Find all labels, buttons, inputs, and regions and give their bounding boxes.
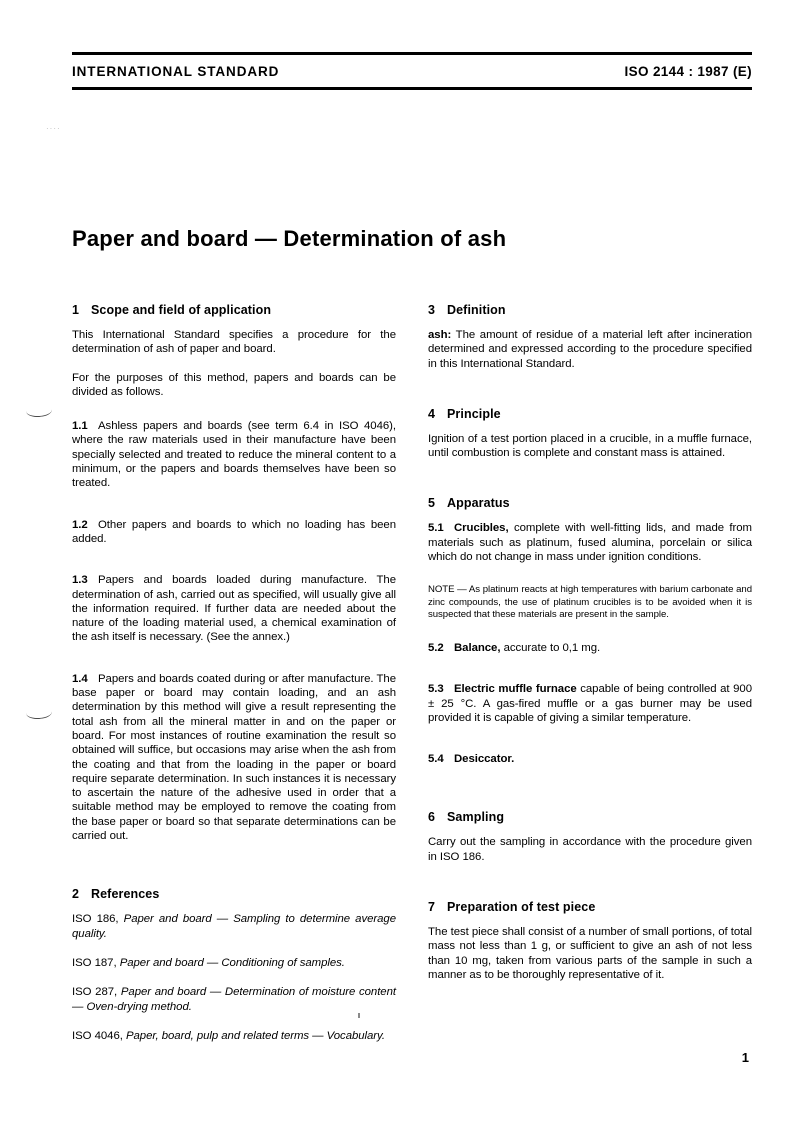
clause-number-1-4: 1.4 bbox=[72, 672, 88, 685]
clause-number-5-2: 5.2 bbox=[428, 641, 444, 654]
reference-id: ISO 287, bbox=[72, 986, 118, 999]
clause-text-5-3: capable of being controlled at 900 ± 25 °C. A gas-fired muffle or a gas burner may be used provided it is capable of giving a similar temperature. bbox=[428, 683, 752, 724]
section7-paragraph-1: The test piece shall consist of a number of small portions, of total mass not less than 1 g, or sufficient to give an ash of not less than 10 mg, taken from various parts of the sample in such a manner as to be thoroughly representative of it. bbox=[428, 926, 752, 981]
section6-paragraph-1: Carry out the sampling in accordance with the procedure given in ISO 186. bbox=[428, 836, 752, 863]
clause-text-5-1: complete with well-fitting lids, and made from materials such as platinum, fused alumina, porcelain or silica which do not change in mass under ignition conditions. bbox=[428, 522, 752, 564]
clause-text-5-2: accurate to 0,1 mg. bbox=[500, 641, 601, 654]
clause-1-4 bbox=[72, 672, 396, 844]
header-row bbox=[72, 55, 752, 87]
spacer bbox=[72, 659, 396, 672]
clause-lead-5-4: Desiccator. bbox=[454, 753, 515, 766]
section1-paragraph-1: This International Standard specifies a procedure for the determination of ash of paper and board. bbox=[72, 329, 396, 356]
clause-number-5-1: 5.1 bbox=[428, 522, 444, 535]
reference-id: ISO 186, bbox=[72, 913, 119, 926]
section-number-2: 2 bbox=[72, 887, 80, 902]
reference-item bbox=[72, 912, 396, 941]
section-heading-3 bbox=[428, 303, 752, 317]
clause-text-1-4: Papers and boards coated during or after manufacture. The base paper or board may contain loading, and an ash determination by this method will give a result representing the total ash from all the mineral matter in and on the paper or board. For most instances of routine examination the result so obtained will suffice, but occasions may arise when the ash from the coating and that from the loading in the paper or board require separate determination. In such instances it is necessary to ascertain the nature of the adhesive used in order that a suitable method may be employed to remove the coating from the base paper or board so that separate determinations can be carried out. bbox=[72, 672, 396, 843]
section-title-3: Definition bbox=[447, 303, 506, 317]
header-standard-type: INTERNATIONAL STANDARD bbox=[72, 64, 280, 79]
reference-item bbox=[72, 956, 396, 970]
section1-paragraph-2: For the purposes of this method, papers and boards can be divided as follows. bbox=[72, 371, 396, 398]
section-title-4: Principle bbox=[447, 406, 501, 421]
clause-lead-5-3: Electric muffle furnace bbox=[454, 683, 577, 696]
section-number-1: 1 bbox=[72, 303, 80, 317]
section-heading-2 bbox=[72, 887, 396, 901]
spacer bbox=[428, 780, 752, 810]
scan-artifact-curve bbox=[26, 403, 53, 418]
section-title-2: References bbox=[91, 887, 160, 902]
clause-lead-5-1: Crucibles, bbox=[454, 522, 509, 535]
spacer bbox=[428, 474, 752, 496]
clause-text-1-1: Ashless papers and boards (see term 6.4 in ISO 4046), where the raw materials used in their manufacture have been specially selected and treated to reduce the mineral content to a minimum, or the papers and boards themselves have been so treated. bbox=[72, 420, 396, 490]
section-title-6: Sampling bbox=[447, 810, 505, 825]
reference-title: Paper and board — Sampling to determine average quality. bbox=[72, 913, 396, 940]
clause-text-1-2: Other papers and boards to which no loading has been added. bbox=[72, 518, 396, 545]
reference-id: ISO 4046, bbox=[72, 1029, 123, 1042]
reference-id: ISO 187, bbox=[72, 956, 117, 969]
section-number-3: 3 bbox=[428, 303, 436, 317]
clause-5-1 bbox=[428, 521, 752, 564]
definition-paragraph bbox=[428, 328, 752, 371]
clause-5-2 bbox=[428, 641, 752, 655]
clause-number-1-2: 1.2 bbox=[72, 518, 88, 531]
header-rule-bottom bbox=[72, 87, 752, 90]
clause-number-1-3: 1.3 bbox=[72, 574, 88, 587]
clause-1-1 bbox=[72, 419, 396, 490]
spacer bbox=[428, 669, 752, 682]
definition-term: ash bbox=[428, 329, 448, 341]
spacer bbox=[428, 878, 752, 900]
page-number: 1 bbox=[741, 1050, 749, 1065]
reference-item bbox=[72, 985, 396, 1014]
header-standard-number: ISO 2144 : 1987 (E) bbox=[624, 64, 752, 79]
clause-number-1-1: 1.1 bbox=[72, 420, 88, 433]
page-header bbox=[72, 52, 752, 90]
section-heading-6 bbox=[428, 810, 752, 824]
left-column bbox=[72, 303, 396, 1043]
clause-1-3 bbox=[72, 573, 396, 644]
spacer bbox=[72, 560, 396, 573]
definition-text: The amount of residue of a material left after incineration determined and expressed according to the procedure specified in this International Standard. bbox=[428, 329, 752, 370]
clause-5-4 bbox=[428, 752, 752, 766]
section-number-4: 4 bbox=[428, 406, 436, 421]
reference-title: Paper, board, pulp and related terms — Vocabulary. bbox=[125, 1029, 385, 1042]
section-title-1: Scope and field of application bbox=[91, 303, 272, 317]
section-number-7: 7 bbox=[428, 900, 436, 915]
reference-item bbox=[72, 1029, 396, 1043]
section-heading-1 bbox=[72, 303, 396, 317]
spacer bbox=[72, 505, 396, 518]
clause-number-5-3: 5.3 bbox=[428, 683, 444, 696]
spacer bbox=[428, 739, 752, 752]
apparatus-note: NOTE — As platinum reacts at high temperatures with barium carbonate and zinc compounds, the use of platinum crucibles is to be avoided when it is suspected that these materials are present in the sample. bbox=[428, 584, 752, 620]
clause-lead-5-2: Balance, bbox=[454, 641, 501, 654]
clause-1-2 bbox=[72, 518, 396, 547]
section-number-5: 5 bbox=[428, 496, 436, 511]
clause-text-1-3: Papers and boards loaded during manufacture. The determination of ash, carried out as specified, will usually give all the information required. If further data are needed about the nature of the loading material used, a chemical examination of the ash itself is necessary. (See the annex.) bbox=[72, 574, 396, 644]
scan-artifact-dots: ···· bbox=[46, 124, 61, 133]
spacer bbox=[72, 857, 396, 887]
right-column bbox=[428, 303, 752, 1043]
reference-title: Paper and board — Determination of moisture content — Oven-drying method. bbox=[72, 986, 396, 1013]
section-title-7: Preparation of test piece bbox=[447, 900, 596, 915]
section-title-5: Apparatus bbox=[447, 496, 510, 511]
scan-artifact-curve bbox=[26, 705, 53, 720]
section-number-6: 6 bbox=[428, 810, 436, 825]
clause-number-5-4: 5.4 bbox=[428, 753, 444, 766]
clause-5-3 bbox=[428, 682, 752, 725]
section4-paragraph-1: Ignition of a test portion placed in a crucible, in a muffle furnace, until combustion is complete and constant mass is attained. bbox=[428, 432, 752, 460]
reference-title: Paper and board — Conditioning of samples. bbox=[119, 956, 345, 969]
definition-term-separator: : bbox=[447, 329, 452, 341]
section-heading-7 bbox=[428, 900, 752, 914]
section-heading-4 bbox=[428, 407, 752, 421]
body-columns bbox=[72, 303, 752, 1043]
document-title: Paper and board — Determination of ash bbox=[72, 226, 507, 251]
section-heading-5 bbox=[428, 496, 752, 510]
spacer bbox=[428, 385, 752, 407]
